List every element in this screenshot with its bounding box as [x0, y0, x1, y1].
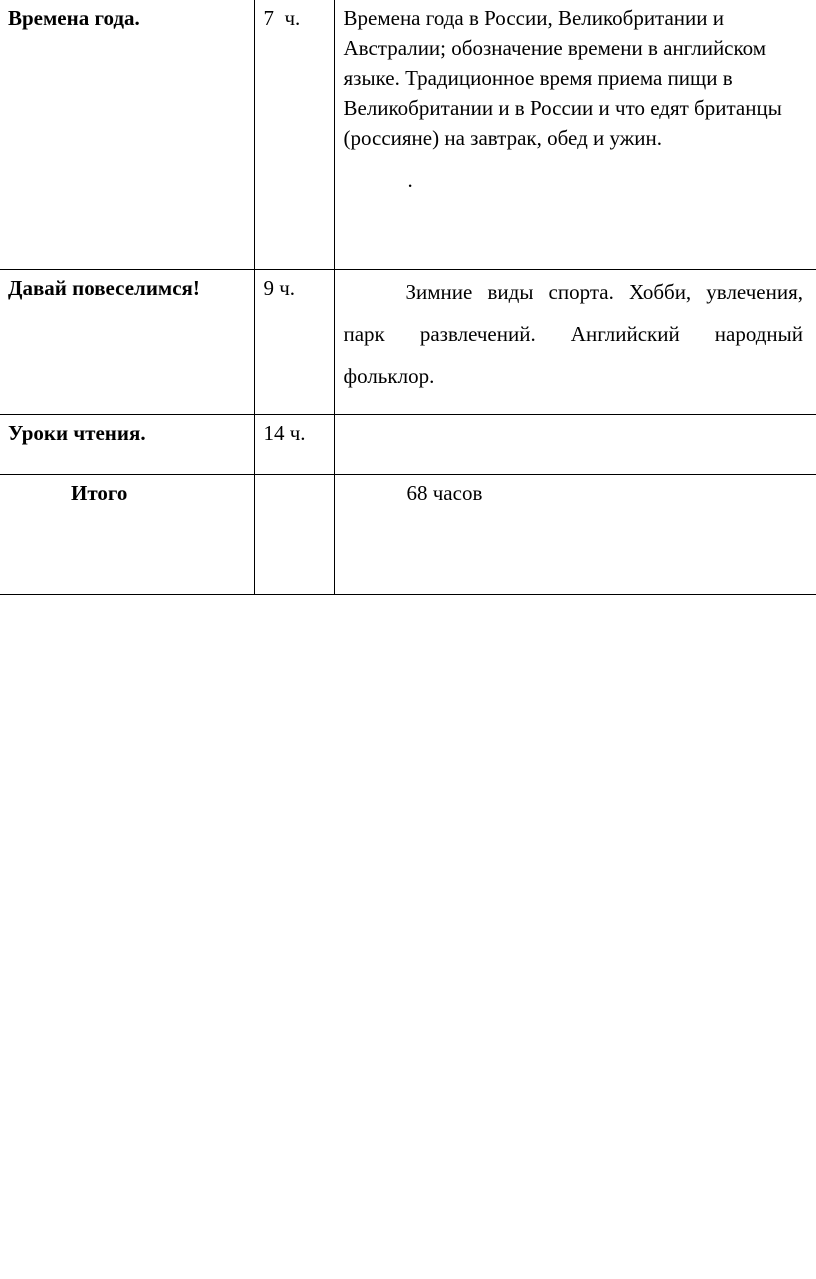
topic-description	[335, 0, 816, 195]
hours-cell	[254, 0, 334, 270]
curriculum-table	[0, 0, 816, 595]
total-label-cell	[0, 475, 254, 595]
topic-hours: 7 ч.	[263, 6, 301, 30]
topic-hours: 9 ч.	[263, 276, 296, 300]
description-cell	[334, 0, 816, 270]
description-text: Времена года в России, Великобритании и Австралии; обозначение времени в английском языке. Традиционное время приема пищи в Великобритании и в России и что едят британцы (россияне) на завтрак, обед и ужин.	[343, 6, 782, 150]
topic-title: Давай повеселимся!	[8, 276, 200, 300]
table-row	[0, 0, 816, 270]
description-text: Зимние виды спорта. Хобби, увлечения, парк развлечений. Английский народный фольклор.	[343, 280, 803, 388]
topic-description	[335, 415, 816, 418]
total-value: 68 часов	[406, 481, 483, 505]
table-row	[0, 270, 816, 415]
table-row	[0, 415, 816, 475]
hours-cell	[254, 415, 334, 475]
description-dot: .	[407, 168, 413, 192]
total-row	[0, 475, 816, 595]
topic-title: Времена года.	[8, 6, 140, 30]
topic-hours: 14 ч.	[263, 421, 306, 445]
description-cell	[334, 270, 816, 415]
topic-description	[335, 270, 816, 397]
topic-cell	[0, 270, 254, 415]
total-value-cell	[334, 475, 816, 595]
total-label: Итого	[71, 481, 128, 505]
description-cell	[334, 415, 816, 475]
total-hours-cell	[254, 475, 334, 595]
topic-cell	[0, 415, 254, 475]
topic-cell	[0, 0, 254, 270]
topic-title: Уроки чтения.	[8, 421, 146, 445]
hours-cell	[254, 270, 334, 415]
total-hours	[255, 475, 334, 478]
